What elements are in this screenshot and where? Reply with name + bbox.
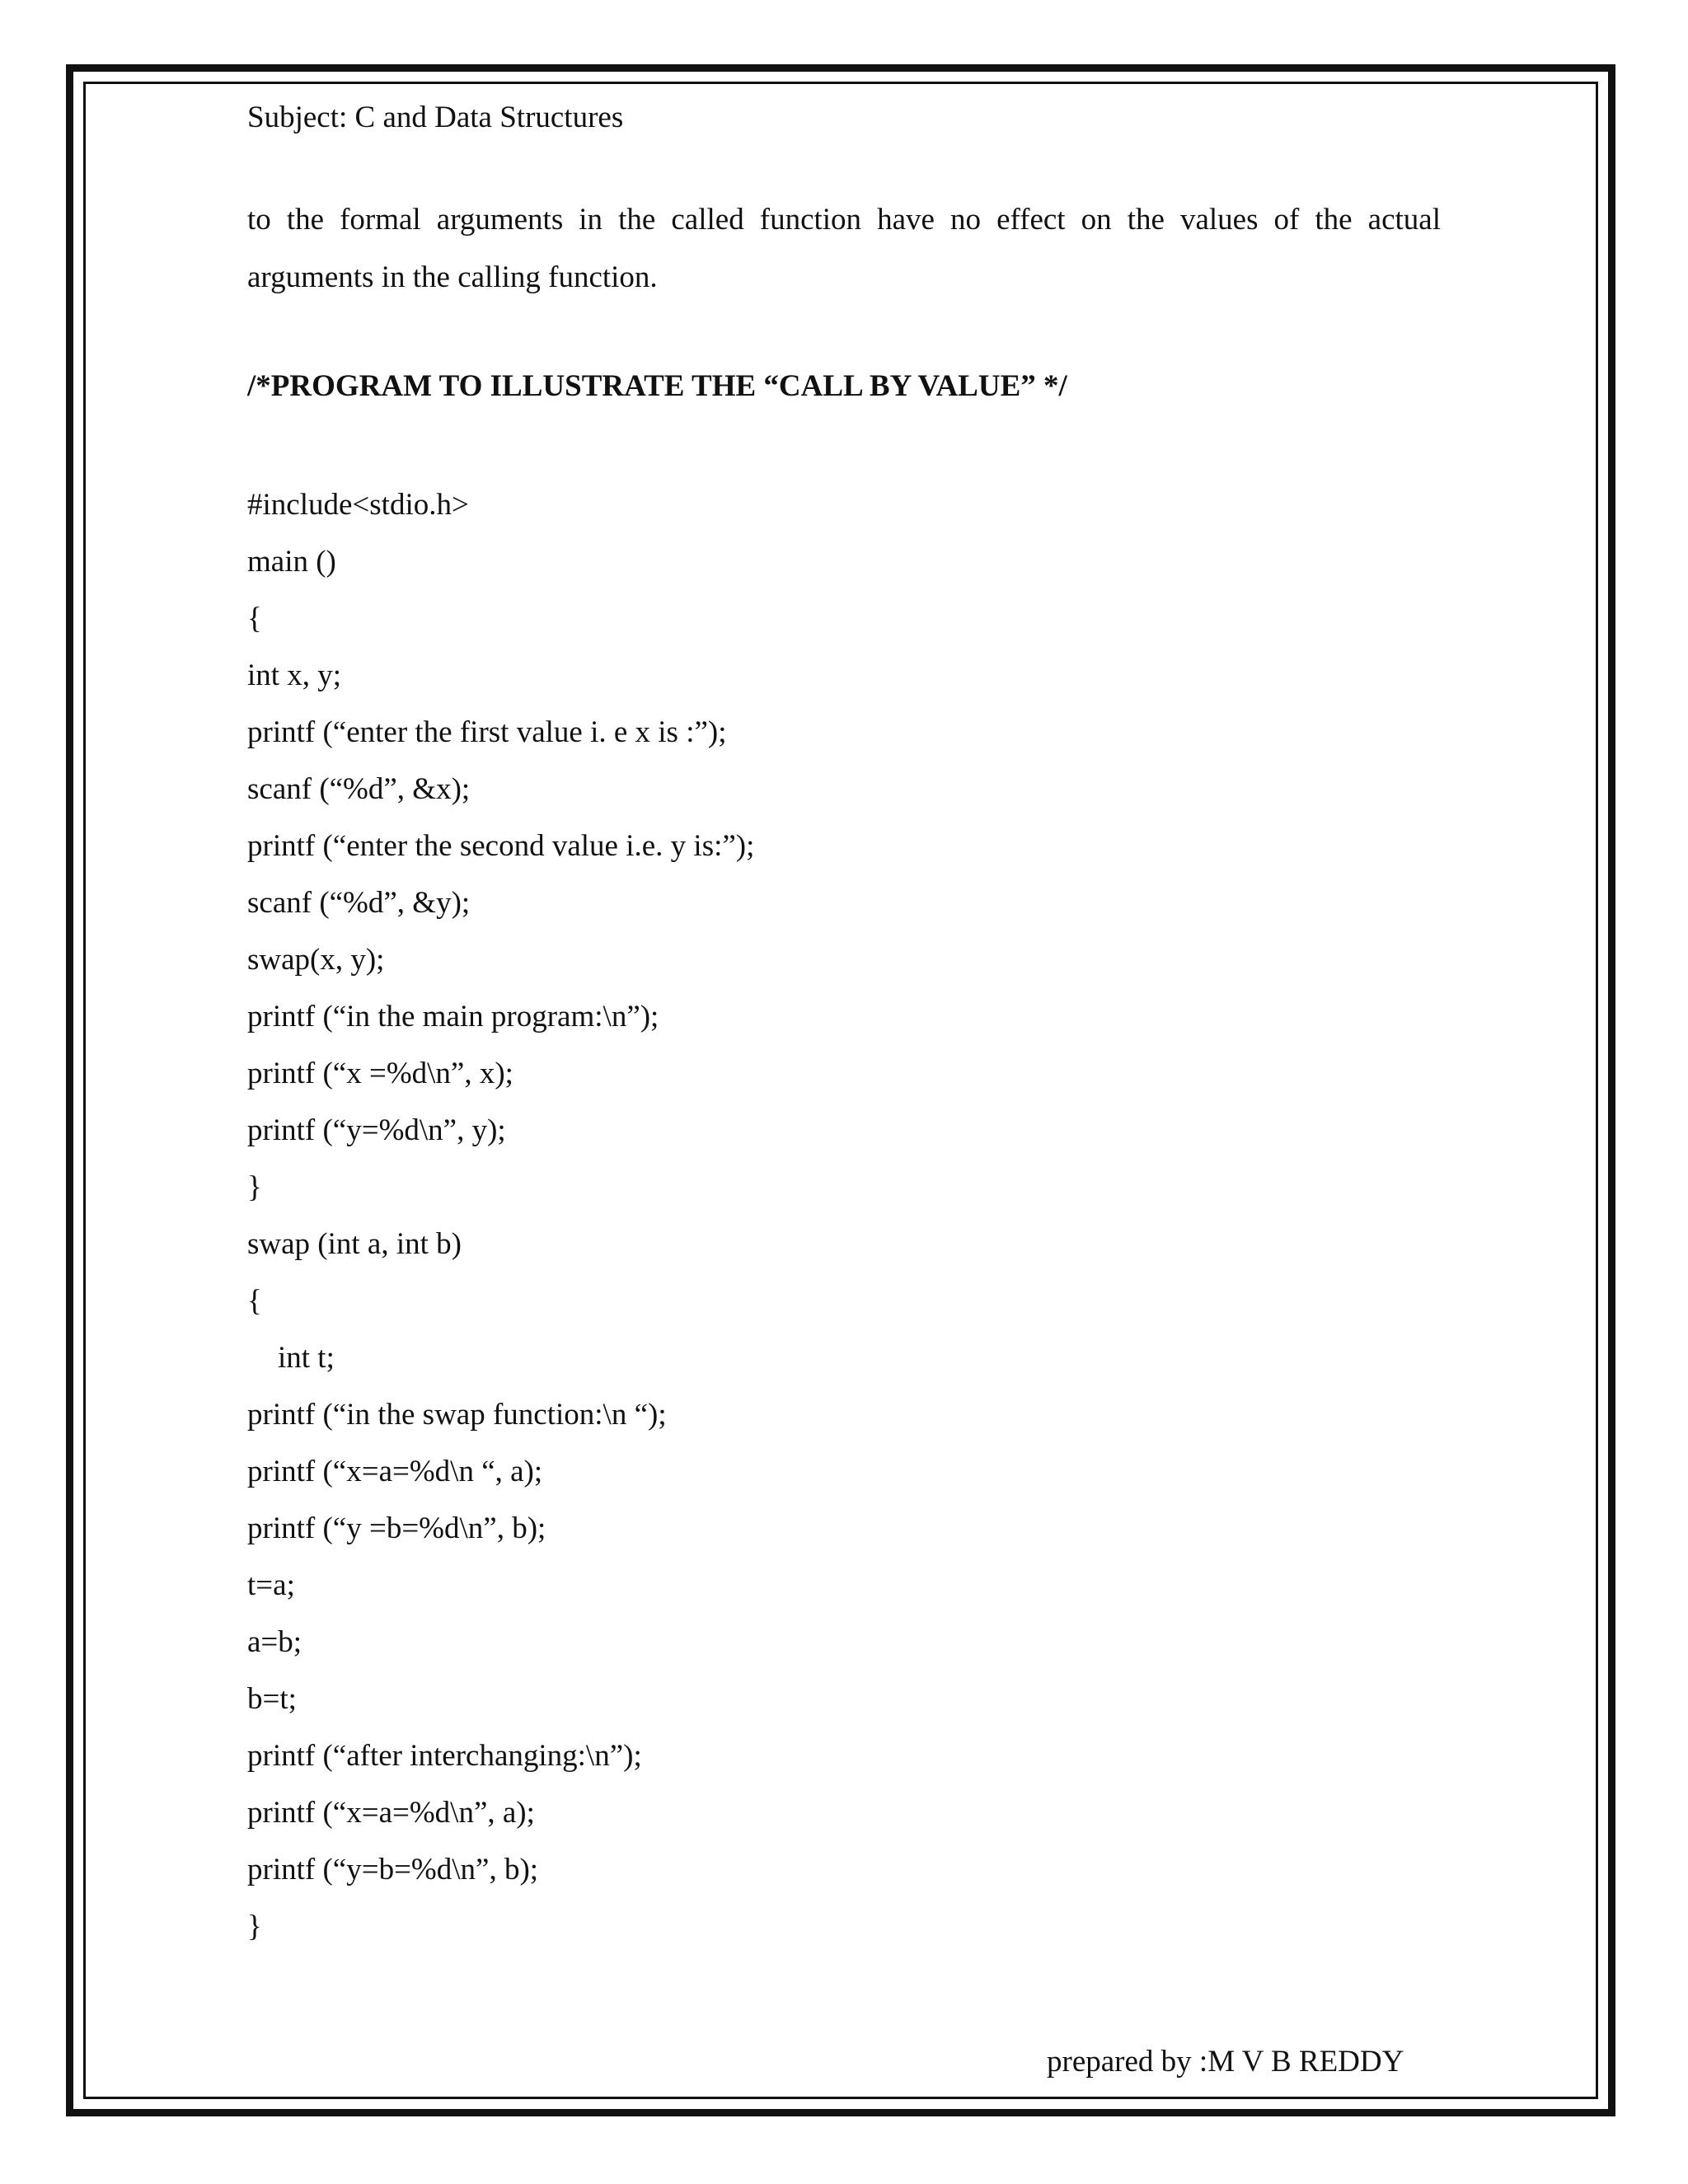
code-line: swap(x, y); <box>247 943 385 977</box>
intro-paragraph <box>247 191 1441 307</box>
code-line: printf (“in the swap function:\n “); <box>247 1398 667 1432</box>
code-line: printf (“after interchanging:\n”); <box>247 1739 642 1773</box>
code-line: main () <box>247 545 336 579</box>
code-line: printf (“y=%d\n”, y); <box>247 1113 506 1147</box>
code-line: printf (“y =b=%d\n”, b); <box>247 1511 546 1545</box>
code-line: } <box>247 1910 262 1943</box>
code-line: a=b; <box>247 1625 302 1659</box>
code-line: printf (“x =%d\n”, x); <box>247 1057 513 1090</box>
intro-line: to the formal arguments in the called function have no effect on the values of the actual <box>247 203 1441 237</box>
intro-line: arguments in the calling function. <box>247 260 658 294</box>
code-line: printf (“enter the first value i. e x is :”); <box>247 715 727 749</box>
prepared-by-footer: prepared by :M V B REDDY <box>1047 2045 1404 2079</box>
code-line: { <box>247 602 262 635</box>
code-line: t=a; <box>247 1568 295 1602</box>
code-line: b=t; <box>247 1682 297 1716</box>
code-line: { <box>247 1284 262 1318</box>
code-line: } <box>247 1170 262 1204</box>
code-line: scanf (“%d”, &y); <box>247 886 471 920</box>
code-line: int t; <box>247 1341 335 1375</box>
code-line: printf (“y=b=%d\n”, b); <box>247 1853 539 1886</box>
code-line: swap (int a, int b) <box>247 1227 462 1261</box>
code-line: int x, y; <box>247 658 342 692</box>
code-line: #include<stdio.h> <box>247 488 469 522</box>
program-title: /*PROGRAM TO ILLUSTRATE THE “CALL BY VALUE” */ <box>247 369 1067 403</box>
code-line: printf (“in the main program:\n”); <box>247 1000 659 1033</box>
code-line: printf (“enter the second value i.e. y is:”); <box>247 829 755 863</box>
code-line: printf (“x=a=%d\n”, a); <box>247 1796 535 1830</box>
code-line: printf (“x=a=%d\n “, a); <box>247 1455 543 1488</box>
subject-header: Subject: C and Data Structures <box>247 101 624 134</box>
code-listing <box>247 476 754 1955</box>
code-line: scanf (“%d”, &x); <box>247 772 471 806</box>
